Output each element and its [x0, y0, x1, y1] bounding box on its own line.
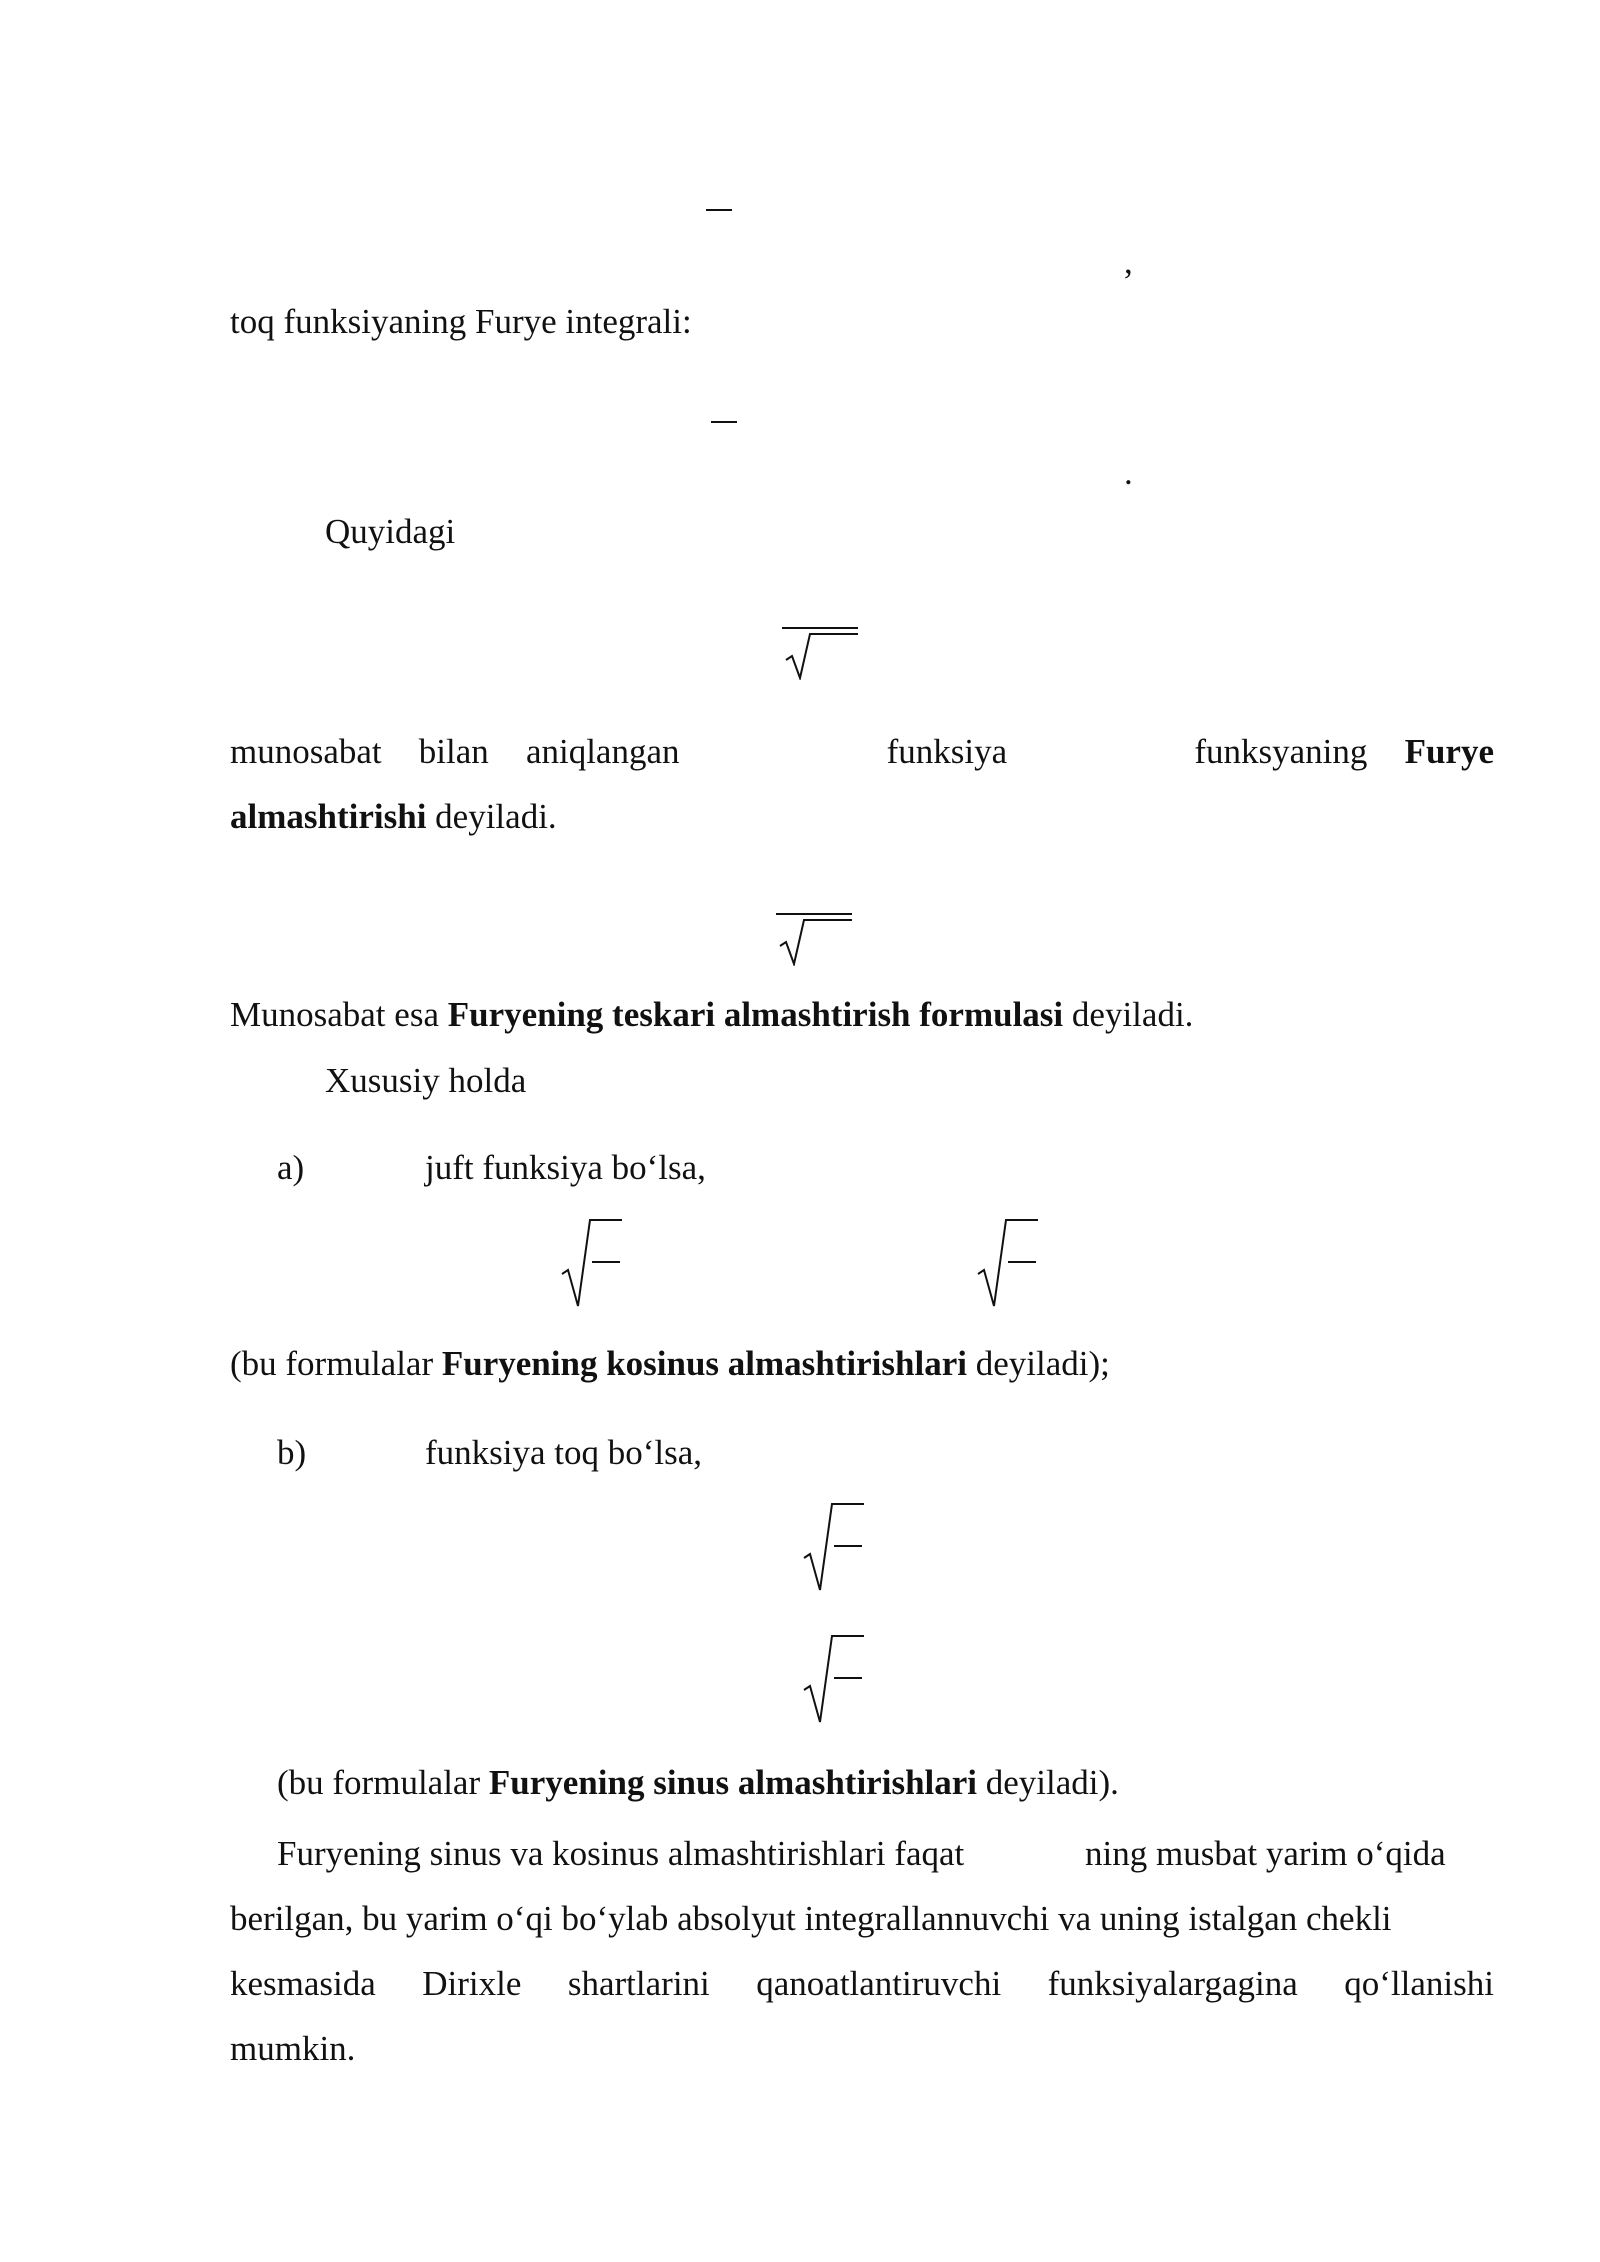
word: Furye: [1404, 732, 1494, 771]
quyidagi-text: Quyidagi: [325, 512, 456, 551]
cosine-pre: (bu formulalar: [230, 1344, 442, 1383]
inverse-bold: Furyening teskari almashtirish formulasi: [447, 995, 1064, 1034]
fraction-bar: [706, 209, 732, 211]
word: qanoatlantiruvchi: [756, 1964, 1002, 2003]
odd-function-label: toq funksiyaning Furye integrali:: [230, 302, 692, 341]
word: aniqlangan: [525, 732, 680, 771]
sine-pre: (bu formulalar: [277, 1763, 489, 1802]
word: bilan: [418, 732, 489, 771]
sqrt-sign: [774, 912, 854, 966]
inverse-post: deyiladi.: [1063, 995, 1194, 1034]
sine-bold: Furyening sinus almashtirishlari: [488, 1763, 978, 1802]
inverse-pre: Munosabat esa: [230, 995, 448, 1034]
definition-line-2: [230, 797, 557, 837]
final-line-2-text: berilgan, bu yarim o‘qi bo‘ylab absolyut integrallannuvchi va uning istalgan chekli: [230, 1899, 1392, 1938]
word: funksyaning: [1194, 732, 1368, 771]
final-line-3: [230, 1964, 1494, 2004]
word: shartlarini: [567, 1964, 710, 2003]
term-bold: almashtirishi: [230, 797, 427, 836]
word: funksiya: [886, 732, 1008, 771]
fraction-bar: [711, 421, 737, 423]
final-line-2: [230, 1899, 1494, 1939]
term-rest: deyiladi.: [426, 797, 557, 836]
formula-period: .: [1124, 453, 1133, 492]
case-a-marker: a): [277, 1148, 305, 1187]
word: munosabat: [230, 732, 382, 771]
final-line-1b: ning musbat yarim o‘qida: [1085, 1834, 1446, 1873]
case-a-text: juft funksiya bo‘lsa,: [425, 1148, 706, 1187]
sqrt-fraction-sign: [976, 1216, 1040, 1308]
case-b-text: funksiya toq bo‘lsa,: [425, 1433, 703, 1472]
definition-line: [230, 732, 1494, 772]
sqrt-sign: [780, 626, 860, 680]
case-b-marker: b): [277, 1433, 307, 1472]
cosine-note: [230, 1344, 1110, 1384]
word: funksiyalargagina: [1047, 1964, 1298, 2003]
sine-note: [277, 1763, 1119, 1803]
word: qo‘llanishi: [1344, 1964, 1494, 2003]
inverse-formula-line: [230, 995, 1193, 1035]
final-line-4: mumkin.: [230, 2029, 356, 2068]
word: Dirixle: [422, 1964, 522, 2003]
cosine-post: deyiladi);: [966, 1344, 1110, 1383]
cosine-bold: Furyening kosinus almashtirishlari: [441, 1344, 967, 1383]
final-line-1a: Furyening sinus va kosinus almashtirishlari faqat: [277, 1834, 965, 1873]
sine-post: deyiladi).: [977, 1763, 1119, 1802]
sqrt-fraction-sign: [802, 1632, 866, 1724]
sqrt-fraction-sign: [802, 1500, 866, 1592]
xususiy-text: Xususiy holda: [325, 1061, 527, 1100]
sqrt-fraction-sign: [560, 1216, 624, 1308]
formula-comma: ,: [1124, 242, 1133, 281]
word: kesmasida: [230, 1964, 376, 2003]
